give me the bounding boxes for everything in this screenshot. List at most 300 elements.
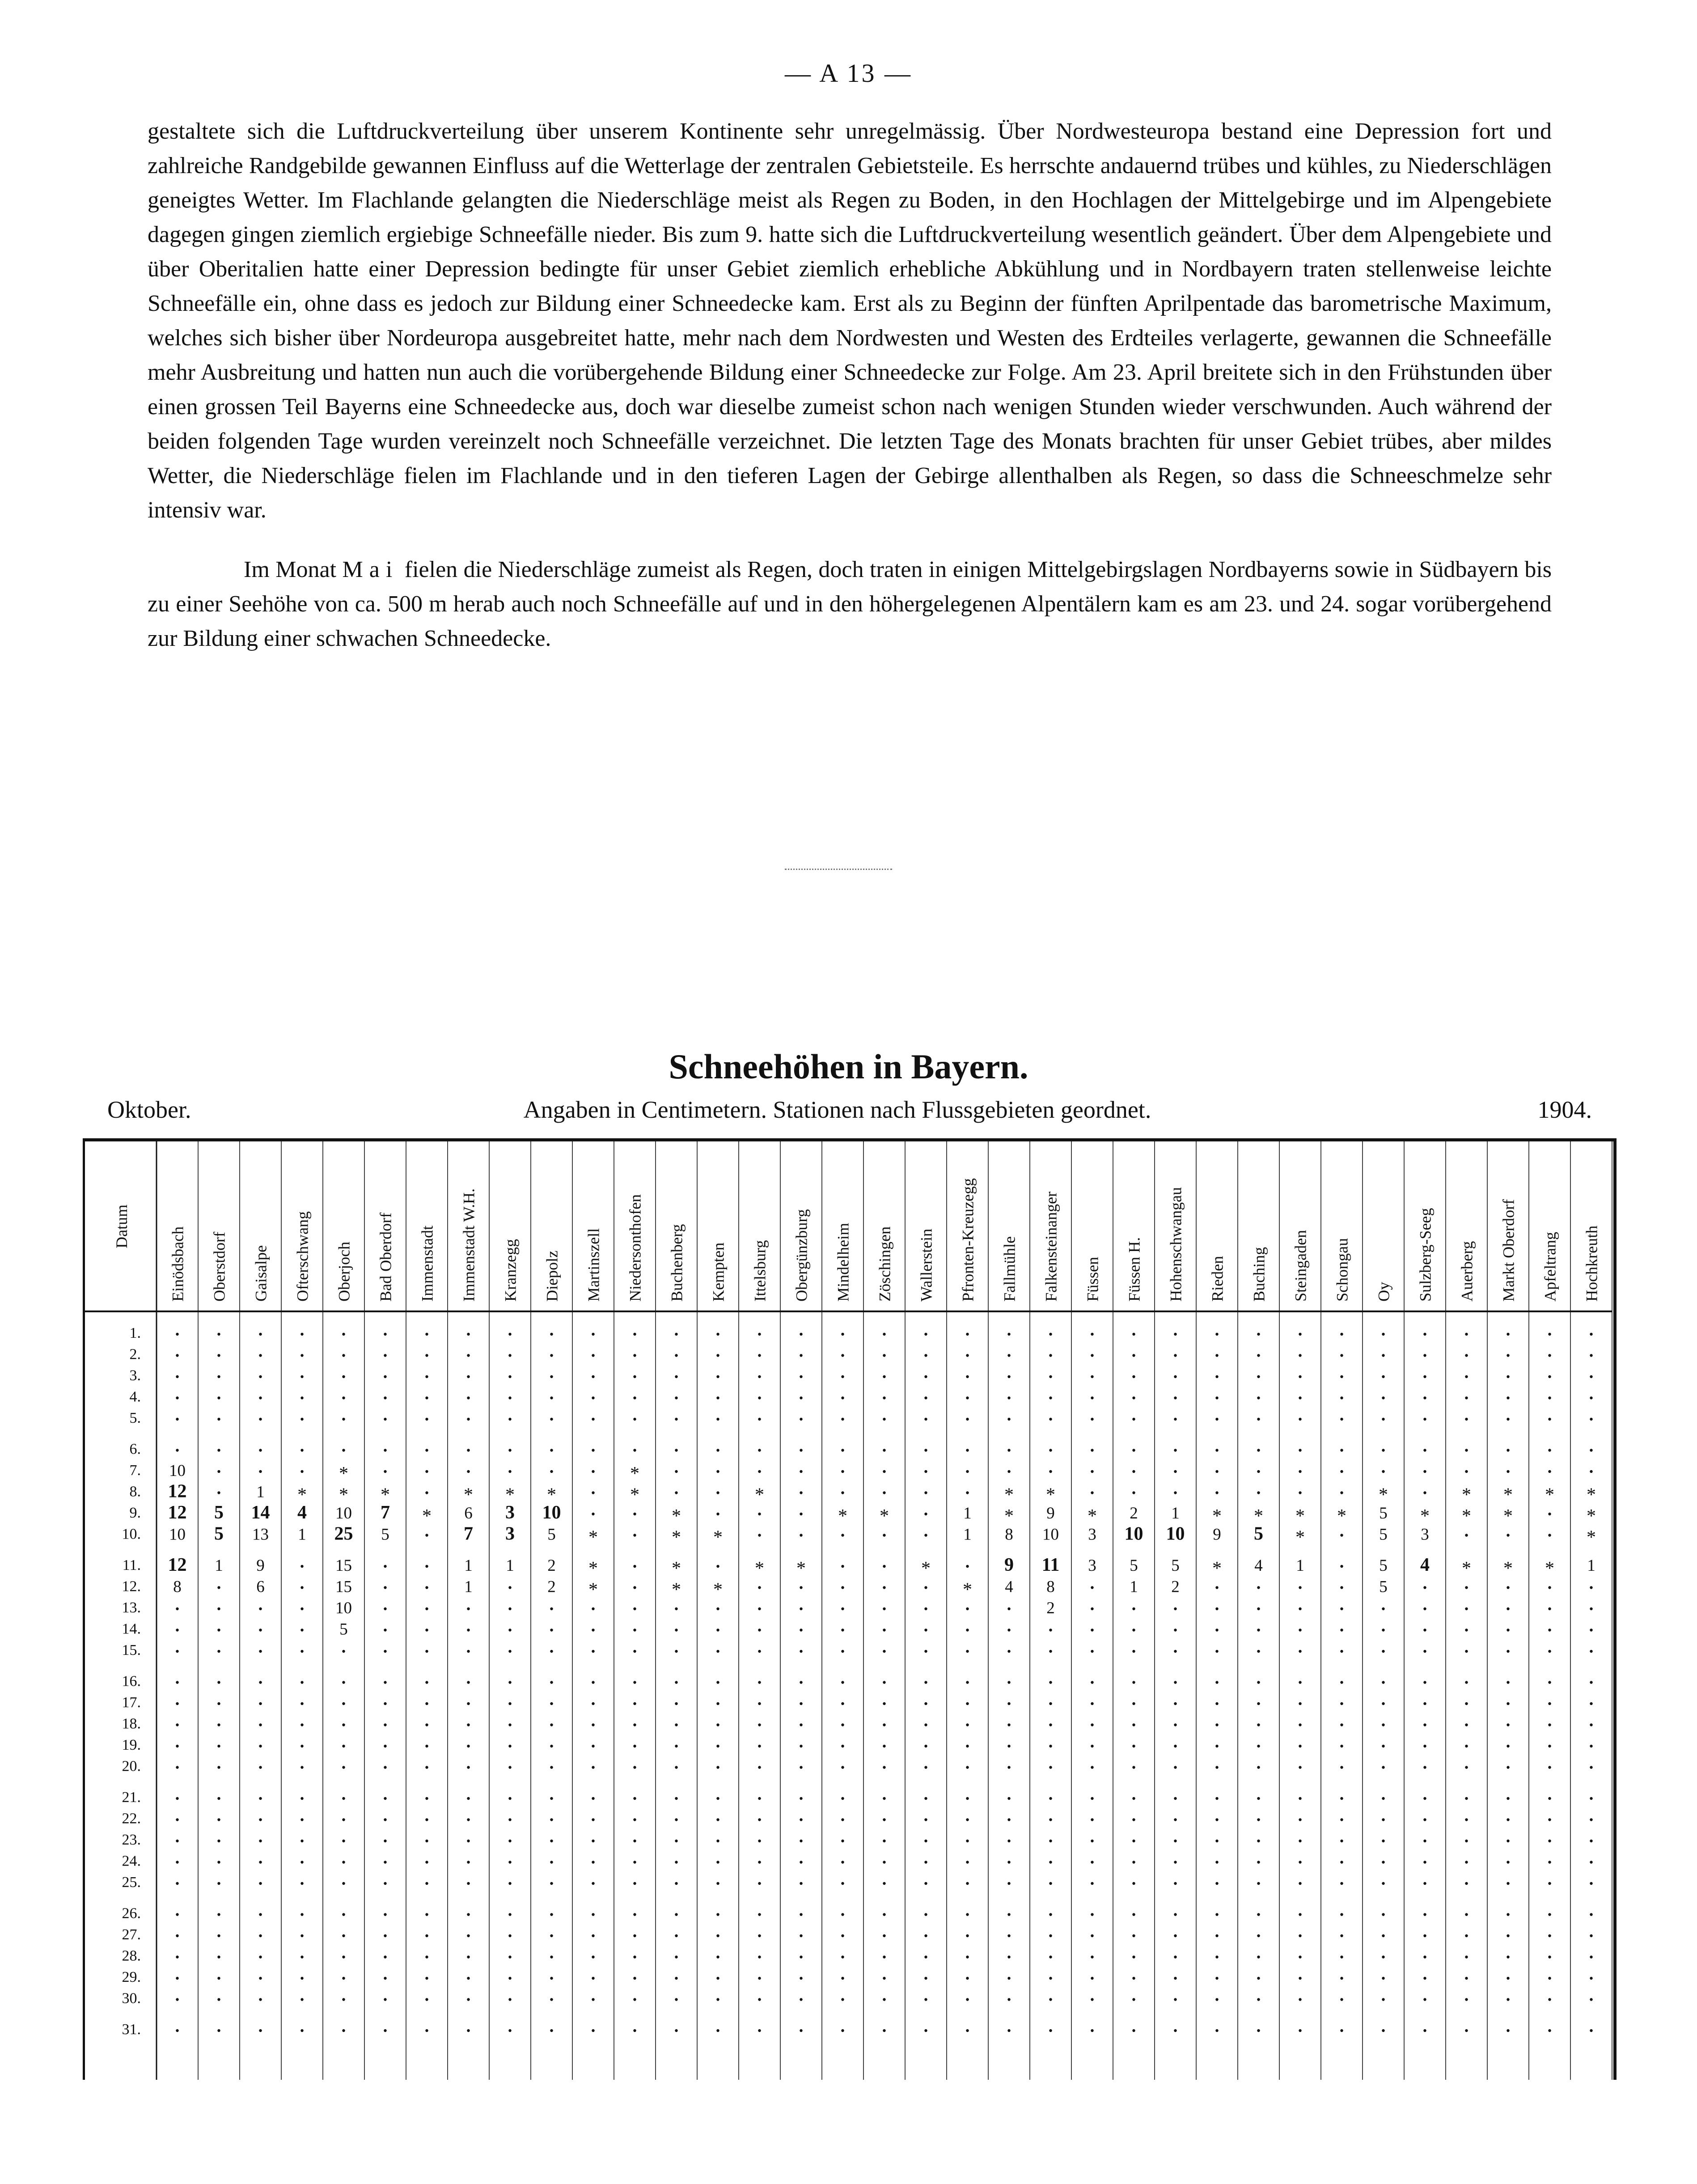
empty-cell-dot [217,1745,220,1747]
empty-cell-dot [550,1418,553,1421]
empty-cell-dot [1215,1628,1218,1631]
snowfall-mark: * [796,1558,806,1579]
empty-cell-dot [716,1396,719,1399]
empty-cell-dot [1465,1955,1468,1958]
empty-cell-dot [1382,1913,1384,1916]
empty-cell-dot [1007,1998,1010,2001]
empty-cell-dot [883,1955,885,1958]
empty-cell-dot [384,1650,386,1653]
station-header: Oy [1375,1282,1393,1302]
empty-cell-dot [758,1998,761,2001]
empty-cell-dot [924,1586,927,1589]
empty-cell-dot [1132,1998,1135,2001]
empty-cell-dot [1215,1449,1218,1451]
station-header: Oberjoch [335,1242,353,1302]
empty-cell-dot [1340,1818,1343,1821]
empty-cell-dot [1215,1818,1218,1821]
empty-cell-dot [883,1650,885,1653]
empty-cell-dot [633,1586,636,1589]
empty-cell-dot [1340,1565,1343,1568]
empty-cell-dot [508,1998,511,2001]
empty-cell-dot [1257,1723,1260,1726]
empty-cell-dot [342,1723,345,1726]
snow-depth-value: 10 [1042,1525,1059,1544]
empty-cell-dot [883,1797,885,1800]
empty-cell-dot [1257,1797,1260,1800]
empty-cell-dot [841,1491,844,1494]
empty-cell-dot [1091,2029,1093,2032]
snow-depth-value: 9 [1213,1525,1221,1544]
empty-cell-dot [217,1375,220,1378]
empty-cell-dot [1465,1702,1468,1705]
empty-cell-dot [1507,1470,1509,1473]
empty-cell-dot [841,1333,844,1336]
empty-cell-dot [1465,1766,1468,1768]
empty-cell-dot [883,1565,885,1568]
empty-cell-dot [1382,1375,1384,1378]
empty-cell-dot [1465,1797,1468,1800]
snowfall-mark: * [1587,1484,1596,1505]
empty-cell-dot [1340,1628,1343,1631]
empty-cell-dot [425,1470,428,1473]
empty-cell-dot [467,2029,470,2032]
empty-cell-dot [467,1470,470,1473]
empty-cell-dot [176,1418,178,1421]
empty-cell-dot [1257,1333,1260,1336]
empty-cell-dot [508,1375,511,1378]
empty-cell-dot [633,1375,636,1378]
empty-cell-dot [1382,1745,1384,1747]
empty-cell-dot [1590,1913,1592,1916]
empty-cell-dot [841,1650,844,1653]
empty-cell-dot [924,1818,927,1821]
empty-cell-dot [300,1418,303,1421]
empty-cell-dot [425,1333,428,1336]
day-label: 9. [129,1505,141,1521]
empty-cell-dot [1507,1681,1509,1684]
snowfall-mark: * [588,1527,598,1548]
empty-cell-dot [425,2029,428,2032]
empty-cell-dot [1465,1628,1468,1631]
day-label: 22. [122,1810,141,1827]
empty-cell-dot [924,1628,927,1631]
empty-cell-dot [1174,1766,1176,1768]
empty-cell-dot [550,1913,553,1916]
empty-cell-dot [1423,1702,1426,1705]
empty-cell-dot [1132,1470,1135,1473]
empty-cell-dot [1590,1418,1592,1421]
empty-cell-dot [1340,1955,1343,1958]
empty-cell-dot [1007,1913,1010,1916]
station-header: Kempten [709,1243,728,1302]
empty-cell-dot [176,1449,178,1451]
empty-cell-dot [1423,1333,1426,1336]
snowfall-mark: * [1503,1558,1513,1579]
empty-cell-dot [1215,1913,1218,1916]
empty-cell-dot [1049,1470,1052,1473]
empty-cell-dot [1507,1955,1509,1958]
empty-cell-dot [1049,2029,1052,2032]
empty-cell-dot [633,1513,636,1515]
empty-cell-dot [467,1840,470,1842]
empty-cell-dot [1382,1977,1384,1980]
empty-cell-dot [550,1628,553,1631]
snowfall-mark: * [880,1506,889,1527]
empty-cell-dot [1007,1628,1010,1631]
empty-cell-dot [1465,1470,1468,1473]
snow-depth-value: 12 [168,1481,187,1502]
empty-cell-dot [675,1607,677,1610]
empty-cell-dot [1174,1418,1176,1421]
empty-cell-dot [1174,1955,1176,1958]
empty-cell-dot [966,1766,969,1768]
empty-cell-dot [384,1934,386,1937]
day-label: 16. [122,1673,141,1690]
empty-cell-dot [1507,1628,1509,1631]
empty-cell-dot [1049,1840,1052,1842]
empty-cell-dot [1548,1586,1551,1589]
empty-cell-dot [841,1396,844,1399]
empty-cell-dot [508,1418,511,1421]
empty-cell-dot [1382,1955,1384,1958]
empty-cell-dot [1340,1418,1343,1421]
empty-cell-dot [342,2029,345,2032]
empty-cell-dot [217,1882,220,1885]
empty-cell-dot [592,1702,594,1705]
empty-cell-dot [841,1723,844,1726]
empty-cell-dot [1382,1861,1384,1863]
empty-cell-dot [592,1470,594,1473]
day-label: 2. [129,1346,141,1363]
snow-depth-table [83,1138,1617,2080]
empty-cell-dot [633,1977,636,1980]
empty-cell-dot [1215,1491,1218,1494]
empty-cell-dot [1215,1375,1218,1378]
empty-cell-dot [592,1913,594,1916]
snowfall-mark: * [755,1484,764,1505]
day-label: 20. [122,1758,141,1775]
empty-cell-dot [1174,1998,1176,2001]
empty-cell-dot [800,1797,802,1800]
empty-cell-dot [425,1491,428,1494]
empty-cell-dot [1507,1702,1509,1705]
empty-cell-dot [300,1628,303,1631]
station-header: Markt Oberdorf [1499,1199,1518,1302]
snow-depth-value: 5 [339,1620,348,1639]
empty-cell-dot [1007,1418,1010,1421]
empty-cell-dot [883,1628,885,1631]
snowfall-mark: * [1462,1484,1471,1505]
empty-cell-dot [300,1607,303,1610]
empty-cell-dot [384,1861,386,1863]
empty-cell-dot [1299,1650,1301,1653]
empty-cell-dot [300,1882,303,1885]
snow-depth-value: 5 [1379,1556,1388,1575]
empty-cell-dot [1215,1766,1218,1768]
empty-cell-dot [1215,2029,1218,2032]
empty-cell-dot [1049,1766,1052,1768]
empty-cell-dot [508,1840,511,1842]
empty-cell-dot [1382,1797,1384,1800]
empty-cell-dot [1049,1745,1052,1747]
empty-cell-dot [1132,1650,1135,1653]
empty-cell-dot [467,1818,470,1821]
empty-cell-dot [1132,1723,1135,1726]
snowfall-mark: * [422,1506,432,1527]
empty-cell-dot [1507,1607,1509,1610]
day-label: 24. [122,1853,141,1870]
empty-cell-dot [716,1955,719,1958]
empty-cell-dot [176,1818,178,1821]
snow-depth-value: 9 [256,1556,265,1575]
paragraph-2-rest: fielen die Niederschläge zumeist als Regen, doch traten in einigen Mittelgebirgslagen Nordbayerns sowie in Südbayern bis zu einer Seehöhe von ca. 500 m herab auch noch Schneefälle auf und in den höhergelegenen Alpentälern kam es am 23. und 24. sogar vorübergehend zur Bildung einer schwachen Schneedecke. [148,557,1552,651]
empty-cell-dot [758,1702,761,1705]
empty-cell-dot [1257,1977,1260,1980]
empty-cell-dot [1174,1396,1176,1399]
empty-cell-dot [467,1650,470,1653]
empty-cell-dot [675,1913,677,1916]
empty-cell-dot [675,1955,677,1958]
empty-cell-dot [841,1628,844,1631]
empty-cell-dot [966,2029,969,2032]
empty-cell-dot [1257,1913,1260,1916]
empty-cell-dot [1091,1723,1093,1726]
empty-cell-dot [1215,1650,1218,1653]
empty-cell-dot [508,1745,511,1747]
empty-cell-dot [384,1840,386,1842]
empty-cell-dot [1423,1818,1426,1821]
empty-cell-dot [924,1977,927,1980]
empty-cell-dot [675,1818,677,1821]
snow-depth-value: 5 [214,1523,224,1544]
snowfall-mark: * [672,1558,681,1579]
empty-cell-dot [716,1913,719,1916]
empty-cell-dot [1049,1628,1052,1631]
empty-cell-dot [633,1565,636,1568]
empty-cell-dot [675,1882,677,1885]
empty-cell-dot [1215,1934,1218,1937]
empty-cell-dot [1548,1977,1551,1980]
empty-cell-dot [1091,1955,1093,1958]
empty-cell-dot [1007,1840,1010,1842]
snowfall-mark: * [464,1484,473,1505]
empty-cell-dot [550,1934,553,1937]
snowfall-mark: * [713,1579,723,1600]
empty-cell-dot [1340,1607,1343,1610]
empty-cell-dot [1257,1882,1260,1885]
empty-cell-dot [1299,1745,1301,1747]
empty-cell-dot [1548,1628,1551,1631]
station-header: Auerberg [1458,1241,1476,1302]
empty-cell-dot [800,1818,802,1821]
empty-cell-dot [550,1818,553,1821]
empty-cell-dot [1507,1998,1509,2001]
empty-cell-dot [966,1449,969,1451]
empty-cell-dot [592,1797,594,1800]
empty-cell-dot [966,1396,969,1399]
snowfall-mark: * [1545,1558,1554,1579]
empty-cell-dot [883,1840,885,1842]
snowfall-mark: * [1212,1506,1222,1527]
snow-depth-value: 1 [506,1556,514,1575]
snowfall-mark: * [672,1527,681,1548]
empty-cell-dot [508,1586,511,1589]
empty-cell-dot [592,1818,594,1821]
snowfall-mark: * [505,1484,515,1505]
empty-cell-dot [716,1607,719,1610]
empty-cell-dot [176,1977,178,1980]
empty-cell-dot [841,1766,844,1768]
page-number: — A 13 — [785,59,912,88]
empty-cell-dot [800,1396,802,1399]
empty-cell-dot [633,1818,636,1821]
empty-cell-dot [592,1513,594,1515]
empty-cell-dot [966,1565,969,1568]
empty-cell-dot [217,1607,220,1610]
snow-depth-value: 5 [381,1525,389,1544]
empty-cell-dot [1049,1354,1052,1357]
empty-cell-dot [841,1607,844,1610]
empty-cell-dot [716,1449,719,1451]
snowfall-mark: * [1212,1558,1222,1579]
empty-cell-dot [1548,1861,1551,1863]
snow-depth-value: 4 [1420,1555,1430,1575]
snowfall-mark: * [1004,1506,1014,1527]
snow-depth-value: 2 [1046,1599,1055,1617]
empty-cell-dot [1257,1470,1260,1473]
empty-cell-dot [342,1702,345,1705]
empty-cell-dot [1091,1628,1093,1631]
empty-cell-dot [550,1745,553,1747]
empty-cell-dot [592,1882,594,1885]
empty-cell-dot [1299,1681,1301,1684]
empty-cell-dot [758,1818,761,1821]
empty-cell-dot [924,1998,927,2001]
empty-cell-dot [633,1913,636,1916]
empty-cell-dot [758,1766,761,1768]
empty-cell-dot [758,1861,761,1863]
empty-cell-dot [384,1766,386,1768]
day-label: 8. [129,1483,141,1500]
empty-cell-dot [300,1650,303,1653]
empty-cell-dot [1507,1375,1509,1378]
empty-cell-dot [924,1934,927,1937]
empty-cell-dot [1423,1681,1426,1684]
snow-depth-value: 10 [169,1525,186,1544]
empty-cell-dot [342,1354,345,1357]
empty-cell-dot [384,2029,386,2032]
empty-cell-dot [883,1586,885,1589]
empty-cell-dot [259,1607,262,1610]
snowfall-mark: * [547,1484,556,1505]
empty-cell-dot [1590,1977,1592,1980]
empty-cell-dot [633,1418,636,1421]
empty-cell-dot [758,1586,761,1589]
empty-cell-dot [966,1861,969,1863]
empty-cell-dot [1382,1723,1384,1726]
empty-cell-dot [633,1449,636,1451]
empty-cell-dot [966,1354,969,1357]
empty-cell-dot [1382,1418,1384,1421]
empty-cell-dot [508,1396,511,1399]
empty-cell-dot [217,1354,220,1357]
snow-depth-value: 1 [256,1483,265,1501]
snow-depth-value: 5 [1379,1525,1388,1544]
empty-cell-dot [1465,1681,1468,1684]
empty-cell-dot [342,1745,345,1747]
empty-cell-dot [508,1977,511,1980]
empty-cell-dot [300,1375,303,1378]
empty-cell-dot [467,1766,470,1768]
empty-cell-dot [883,1977,885,1980]
empty-cell-dot [1382,1766,1384,1768]
empty-cell-dot [1007,1977,1010,1980]
empty-cell-dot [550,1797,553,1800]
empty-cell-dot [841,1375,844,1378]
empty-cell-dot [1423,1449,1426,1451]
empty-cell-dot [800,1534,802,1536]
empty-cell-dot [1299,1861,1301,1863]
empty-cell-dot [300,1955,303,1958]
empty-cell-dot [300,1745,303,1747]
snow-depth-value: 25 [334,1523,353,1544]
empty-cell-dot [966,1491,969,1494]
empty-cell-dot [883,2029,885,2032]
empty-cell-dot [425,1745,428,1747]
station-header: Immenstadt [418,1226,436,1302]
snowfall-mark: * [1088,1506,1097,1527]
empty-cell-dot [924,1354,927,1357]
snowfall-mark: * [1503,1506,1513,1527]
empty-cell-dot [633,1628,636,1631]
station-header: Kranzegg [501,1239,520,1302]
empty-cell-dot [1507,1977,1509,1980]
empty-cell-dot [841,1745,844,1747]
empty-cell-dot [1507,1333,1509,1336]
empty-cell-dot [841,1977,844,1980]
empty-cell-dot [1548,1934,1551,1937]
empty-cell-dot [592,1840,594,1842]
snow-depth-value: 8 [173,1578,182,1596]
snow-depth-value: 1 [464,1556,473,1575]
empty-cell-dot [1007,1955,1010,1958]
snow-depth-value: 6 [464,1504,473,1522]
empty-cell-dot [1299,1470,1301,1473]
empty-cell-dot [1423,1977,1426,1980]
empty-cell-dot [1423,1375,1426,1378]
empty-cell-dot [1007,1650,1010,1653]
empty-cell-dot [1590,1449,1592,1451]
empty-cell-dot [883,1861,885,1863]
snowfall-mark: * [297,1484,307,1505]
empty-cell-dot [384,1913,386,1916]
empty-cell-dot [1299,1628,1301,1631]
empty-cell-dot [259,1470,262,1473]
empty-cell-dot [800,1766,802,1768]
empty-cell-dot [592,1934,594,1937]
empty-cell-dot [1299,1998,1301,2001]
empty-cell-dot [1340,1913,1343,1916]
empty-cell-dot [675,1797,677,1800]
empty-cell-dot [217,1797,220,1800]
empty-cell-dot [1423,1650,1426,1653]
empty-cell-dot [841,1449,844,1451]
empty-cell-dot [217,1333,220,1336]
empty-cell-dot [1257,1586,1260,1589]
snowfall-mark: * [921,1558,931,1579]
empty-cell-dot [1340,1354,1343,1357]
empty-cell-dot [1340,1534,1343,1536]
